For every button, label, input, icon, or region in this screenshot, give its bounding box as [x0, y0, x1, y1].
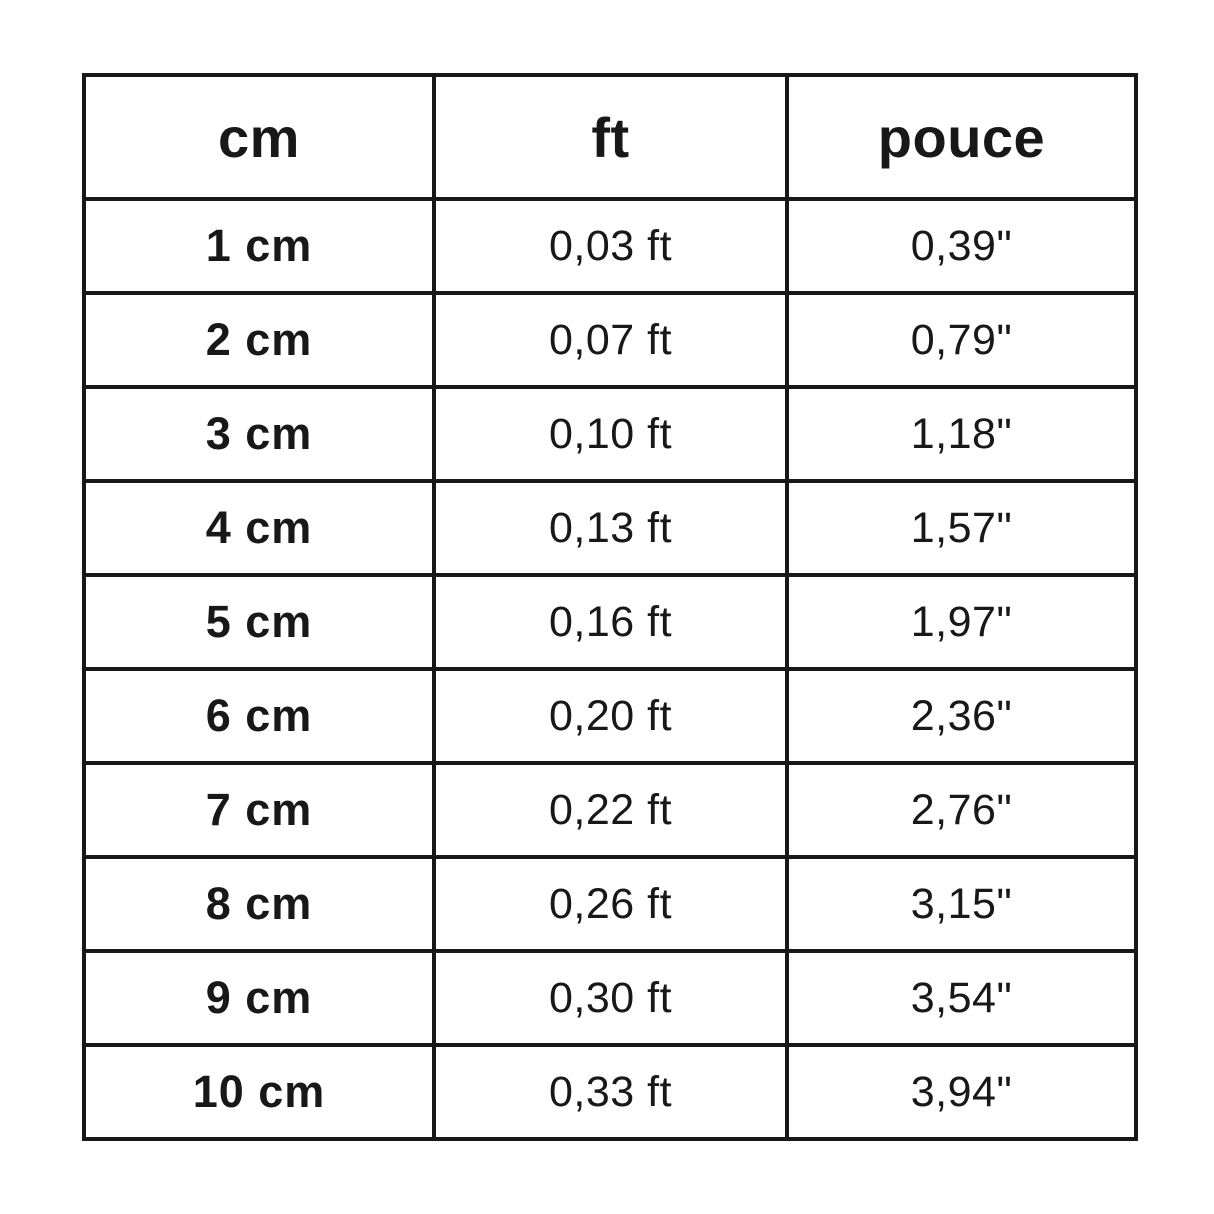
table-row — [84, 199, 1136, 293]
header-cm: cm — [84, 75, 434, 199]
table-body — [84, 199, 1136, 1139]
cm-ft-pouce-conversion-table — [82, 73, 1138, 1141]
header-ft: ft — [434, 75, 787, 199]
table-header — [84, 75, 1136, 199]
cell-ft: 0,30 ft — [434, 951, 787, 1045]
cell-pouce: 1,97" — [787, 575, 1136, 669]
cell-ft: 0,07 ft — [434, 293, 787, 387]
cell-cm: 1 cm — [84, 199, 434, 293]
cell-pouce: 2,36" — [787, 669, 1136, 763]
cell-pouce: 0,79" — [787, 293, 1136, 387]
cell-pouce: 1,18" — [787, 387, 1136, 481]
cell-ft: 0,10 ft — [434, 387, 787, 481]
table-row — [84, 293, 1136, 387]
table-row — [84, 763, 1136, 857]
cell-pouce: 3,94" — [787, 1045, 1136, 1139]
table-row — [84, 575, 1136, 669]
table-row — [84, 857, 1136, 951]
cell-cm: 7 cm — [84, 763, 434, 857]
cell-ft: 0,20 ft — [434, 669, 787, 763]
cell-cm: 6 cm — [84, 669, 434, 763]
cell-ft: 0,16 ft — [434, 575, 787, 669]
cell-pouce: 3,54" — [787, 951, 1136, 1045]
cell-ft: 0,13 ft — [434, 481, 787, 575]
table-row — [84, 951, 1136, 1045]
cell-pouce: 1,57" — [787, 481, 1136, 575]
cell-cm: 8 cm — [84, 857, 434, 951]
header-row — [84, 75, 1136, 199]
cell-ft: 0,26 ft — [434, 857, 787, 951]
cell-cm: 3 cm — [84, 387, 434, 481]
cell-cm: 4 cm — [84, 481, 434, 575]
cell-pouce: 0,39" — [787, 199, 1136, 293]
cell-cm: 9 cm — [84, 951, 434, 1045]
table-row — [84, 1045, 1136, 1139]
cell-ft: 0,03 ft — [434, 199, 787, 293]
cell-cm: 2 cm — [84, 293, 434, 387]
table-row — [84, 481, 1136, 575]
table-row — [84, 669, 1136, 763]
cell-ft: 0,33 ft — [434, 1045, 787, 1139]
cell-ft: 0,22 ft — [434, 763, 787, 857]
cell-pouce: 3,15" — [787, 857, 1136, 951]
cell-pouce: 2,76" — [787, 763, 1136, 857]
header-pouce: pouce — [787, 75, 1136, 199]
cell-cm: 5 cm — [84, 575, 434, 669]
cell-cm: 10 cm — [84, 1045, 434, 1139]
table-row — [84, 387, 1136, 481]
